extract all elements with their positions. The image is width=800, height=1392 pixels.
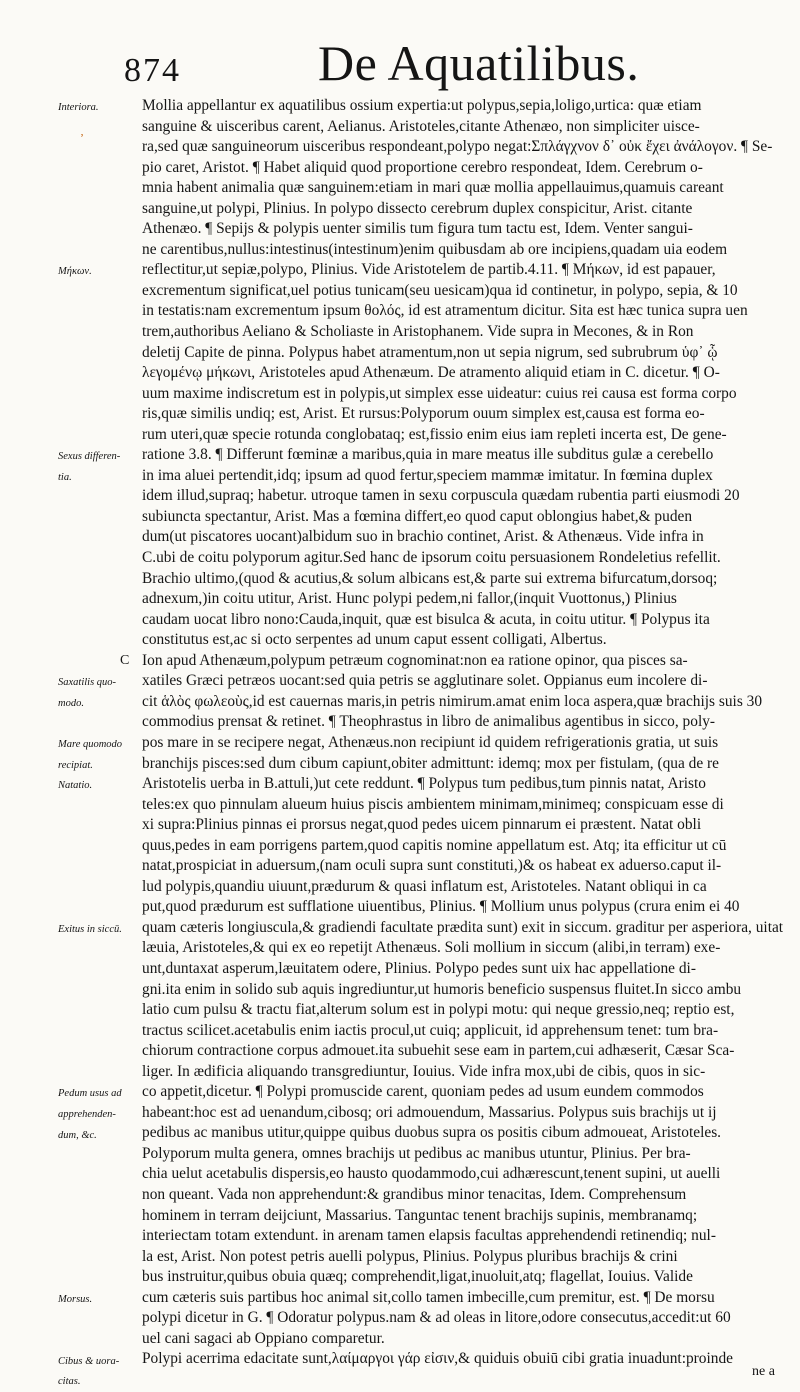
text-line: hominem in terram deijciunt, Massarius. Tanguntac tenent brachijs supinis, membranamq; bbox=[142, 1206, 698, 1224]
text-line: interiectam totam extendunt. in arenam tamen elapsis facultas apprehendendi retinendiq; nul- bbox=[142, 1227, 716, 1245]
margin-note: Natatio. bbox=[58, 780, 93, 792]
text-line: deletij Capite de pinna. Polypus habet atramentum,non ut sepia nigrum, sed subrubrum ὑφ᾽ ᾧ bbox=[142, 343, 718, 361]
text-line: pos mare in se recipere negat, Athenæus.non recipiunt id quidem refrigerationis gratia, ut suis bbox=[142, 733, 719, 751]
text-line: rum uteri,quæ specie rotunda conglobataq; est,fissio enim eius iam repleti incerta est, De gene- bbox=[142, 425, 727, 443]
text-line: in testatis:nam excrementum ipsum θολός, id est atramentum dicitur. Sita est hæc tunica supra uen bbox=[142, 302, 748, 320]
margin-note: Μήκων. bbox=[58, 266, 92, 278]
text-line: tractus scilicet.acetabulis enim iactis procul,ut cuiq; applicuit, id apprehensum tenet: tum bra- bbox=[142, 1021, 719, 1039]
text-line: bus instruitur,quibus obuia quæq; comprehendit,ligat,inuoluit,atq; flagellat, Iouius. Valide bbox=[142, 1268, 693, 1286]
text-line: chia uelut acetabulis dispersis,eo hausto quodammodo,cui adhærescunt,tenent supini, ut auelli bbox=[142, 1165, 721, 1183]
section-letter: C bbox=[120, 652, 130, 668]
margin-note: recipiat. bbox=[58, 759, 93, 771]
text-line: xi supra:Plinius pinnas ei prorsus negat,quod pedes uicem pinnarum ei præstent. Natat obli bbox=[142, 816, 702, 834]
text-line: la est, Arist. Non potest petris auelli polypus, Plinius. Polypus pluribus brachijs & crini bbox=[142, 1247, 678, 1265]
text-line: Mollia appellantur ex aquatilibus ossium expertia:ut polypus,sepia,loligo,urtica: quæ etiam bbox=[142, 97, 702, 114]
text-line: habeant:hoc est ad uenandum,cibosq; ori admouendum, Massarius. Polypus suis brachijs ut ij bbox=[142, 1103, 717, 1121]
margin-note: Exitus in siccū. bbox=[58, 924, 122, 935]
text-line: put,quod prædurum est sufflatione uiuentibus, Plinius. ¶ Mollium unus polypus (crura enim ei 40 bbox=[142, 898, 740, 916]
text-line: trem,authoribus Aeliano & Scholiaste in Aristophanem. Vide supra in Mecones, & in Ron bbox=[142, 323, 694, 341]
margin-note: modo. bbox=[58, 697, 84, 709]
text-line: sanguine & uisceribus carent, Aelianus. Aristoteles,citante Athenæo, non simpliciter uisce- bbox=[142, 117, 700, 135]
text-line: teles:ex quo pinnulam alueum huius piscis ambientem minimam,minimeq; conspicuam esse di bbox=[142, 795, 724, 813]
text-line: Polypi acerrima edacitate sunt,λαίμαργοι γάρ εἰσιν,& quiduis obuiū cibi gratia inuadunt:proinde bbox=[142, 1350, 733, 1368]
text-line: caudam uocat libro nono:Cauda,inquit, quæ est bisulca & acuta, in coitu utitur. ¶ Polypus ita bbox=[142, 610, 710, 628]
text-line: liger. In ædificia aliquando transgrediuntur, Iouius. Vide infra mox,ubi de cibis, quos in sic- bbox=[142, 1062, 706, 1080]
text-line: non queant. Vada non apprehendunt:& grandibus minor tenacitas, Idem. Comprehensum bbox=[142, 1185, 687, 1203]
text-line: reflectitur,ut sepiæ,polypo, Plinius. Vide Aristotelem de partib.4.11. ¶ Μήκων, id est papauer, bbox=[142, 261, 716, 279]
text-line: quus,pedes in eam porrigens partem,quod capitis nomine appellatum est. Atq; ita efficitur ut cū bbox=[142, 836, 727, 854]
margin-note: Interiora. bbox=[58, 102, 99, 113]
text-line: excrementum significat,uel potius tunicam(seu uesicam)qua id continetur, in polypo, sepia, & 10 bbox=[142, 281, 738, 299]
text-line: dum(ut piscatores uocant)albidum suo in brachio continet, Arist. & Athenæus. Vide infra in bbox=[142, 528, 704, 546]
margin-note: Mare quomodo bbox=[58, 739, 123, 751]
text-line: Aristotelis uerba in B.attuli,)ut cete reddunt. ¶ Polypus tum pedibus,tum pinnis natat, Aristo bbox=[142, 775, 706, 793]
text-line: polypi dicetur in G. ¶ Odoratur polypus.nam & ad oleas in litore,odore consecutus,accedit:ut 60 bbox=[142, 1309, 731, 1327]
text-line: in ima aluei pertendit,idq; ipsum ad quod fertur,speciem mammæ imitatur. In fœmina duplex bbox=[142, 466, 713, 484]
text-line: ne carentibus,nullus:intestinus(intestinum)enim quibusdam ab ore incipiens,quadam uia eodem bbox=[142, 240, 728, 258]
margin-note: Sexus differen- bbox=[58, 451, 121, 463]
margin-note: Morsus. bbox=[58, 1293, 93, 1305]
text-line: constitutus est,ac si octo serpentes ad unum caput essent colligati, Albertus. bbox=[142, 631, 607, 649]
margin-note: apprehenden- bbox=[58, 1108, 116, 1120]
catchword: ne a bbox=[752, 1364, 775, 1379]
text-line: commodius prensat & retinet. ¶ Theophrastus in libro de animalibus agentibus in sicco, poly- bbox=[142, 713, 716, 731]
text-line: idem illud,supraq; habetur. utroque tamen in sexu corpuscula quædam rubentia parti eiusmodi 20 bbox=[142, 487, 740, 505]
text-line: uel cani sagaci ab Oppiano comparetur. bbox=[142, 1329, 385, 1347]
margin-note: dum, &c. bbox=[58, 1129, 97, 1141]
running-head: De Aquatilibus. bbox=[318, 35, 640, 91]
text-line: ra,sed quæ sanguineorum uisceribus respondeant,polypo negat:Σπλάγχνον δ᾽ οὐκ ἔχει ἀνάλογον. ¶ Se- bbox=[142, 138, 773, 156]
text-line: uum maxime indiscretum est in polypis,ut simplex esse uideatur: cuius rei causa est forma corpo bbox=[142, 384, 737, 402]
text-line: ris,quæ similis undiq; est, Arist. Et rursus:Polyporum ouum simplex est,causa est forma eo- bbox=[142, 405, 705, 423]
text-line: xatiles Græci petræos uocant:sed quia petris se agglutinare solet. Oppianus eum incolere di- bbox=[142, 672, 708, 690]
text-line: Brachio ultimo,(quod & acutius,& solum albicans est,& parte sui extrema bifurcatum,dorsoq; bbox=[142, 569, 718, 587]
margin-note: Saxatilis quo- bbox=[58, 677, 117, 689]
text-line: mnia habent animalia quæ sanguinem:etiam in mari quæ mollia appellauimus,quamuis careant bbox=[142, 179, 724, 197]
margin-note: Pedum usus ad bbox=[58, 1088, 122, 1100]
text-line: læuia, Aristoteles,& qui ex eo repetijt Athenæus. Soli mollium in siccum (alibi,in terram) exe- bbox=[142, 939, 721, 957]
text-line: sanguine,ut polypi, Plinius. In polypo dissecto cerebrum duplex conspicitur, Arist. citante bbox=[142, 199, 693, 217]
text-line: co appetit,dicetur. ¶ Polypi promuscide carent, quoniam pedes ad usum eundem commodos bbox=[142, 1083, 704, 1101]
page-number: 874 bbox=[124, 52, 181, 89]
margin-note: Cibus & uora- bbox=[58, 1355, 120, 1367]
reader-mark-icon: ‚ bbox=[80, 124, 84, 138]
text-line: unt,duntaxat asperum,læuitatem odere, Plinius. Polypo pedes sunt uix hac appellatione di- bbox=[142, 959, 696, 977]
margin-note: tia. bbox=[58, 471, 72, 483]
text-line: λεγομένῳ μήκωνι, Aristoteles apud Athenæum. De atramento aliquid etiam in C. dicetur. ¶ O- bbox=[142, 364, 720, 382]
text-line: lud polypis,quandiu uiuunt,prædurum & quasi inflatum est, Aristoteles. Natant obliqui in ca bbox=[142, 877, 707, 895]
text-line: subiuncta spectantur, Arist. Mas a fœmina differt,eo quod caput oblongius habet,& puden bbox=[142, 507, 693, 525]
body-text bbox=[142, 96, 788, 1370]
text-line: chiorum contractione corpus admouet.ita subuehit sese eam in partem,cui adhæserit, Cæsar Sca- bbox=[142, 1042, 735, 1060]
text-line: adnexum,)in coitu utitur, Arist. Hunc polypi pedem,ni fallor,(inquit Vuottonus,) Plinius bbox=[142, 590, 677, 608]
text-line: branchijs pisces:sed dum cibum capiunt,obiter admittunt: idemq; mox per fistulam, (qua de re bbox=[142, 754, 720, 772]
text-line: ratione 3.8. ¶ Differunt fœminæ a maribus,quia in mare meatus ille subditus gulæ a cerebello bbox=[142, 446, 714, 464]
text-line: Ion apud Athenæum,polypum petræum cognominat:non ea ratione opinor, qua pisces sa- bbox=[142, 651, 688, 669]
margin-note: citas. bbox=[58, 1376, 81, 1388]
text-line: pedibus ac manibus utitur,quippe quibus duobus supra os positis cibum admoueat, Aristoteles. bbox=[142, 1124, 722, 1142]
text-line: cit ἁλὸς φωλεοὺς,id est cauernas maris,in petris nimirum.amat enim loca aspera,quæ brachijs suis 30 bbox=[142, 692, 763, 710]
text-line: pio caret, Aristot. ¶ Habet aliquid quod proportione cerebro respondeat, Idem. Cerebrum o- bbox=[142, 158, 703, 176]
text-line: quam cæteris longiuscula,& gradiendi facultate prædita sunt) exit in siccum. graditur per asperiora, uitat bbox=[142, 918, 784, 936]
text-line: cum cæteris suis partibus hoc animal sit,collo tamen imbecille,cum premitur, est. ¶ De morsu bbox=[142, 1288, 715, 1306]
text-line: Polyporum multa genera, omnes brachijs ut pedibus ac manibus utuntur, Plinius. Per bra- bbox=[142, 1144, 691, 1162]
text-line: latio cum pulsu & tractu fiat,alterum solum est in polypi motu: qui neque gressio,neq; reptio est, bbox=[142, 1001, 735, 1019]
text-line: Athenæo. ¶ Sepijs & polypis uenter similis tum figura tum tactu est, Idem. Venter sangui- bbox=[142, 220, 693, 238]
text-line: natat,prospiciat in aduersum,(nam oculi supra sunt constituti,)& os habeat ex aduerso.caput il- bbox=[142, 857, 722, 875]
text-line: C.ubi de coitu polyporum agitur.Sed hanc de ipsorum coitu persuasionem Rondeletius refellit. bbox=[142, 549, 721, 567]
text-line: gni.ita enim in solido sub aquis ingrediuntur,ut humoris beneficio suspensus fluitet.In sicco ambu bbox=[142, 980, 742, 998]
